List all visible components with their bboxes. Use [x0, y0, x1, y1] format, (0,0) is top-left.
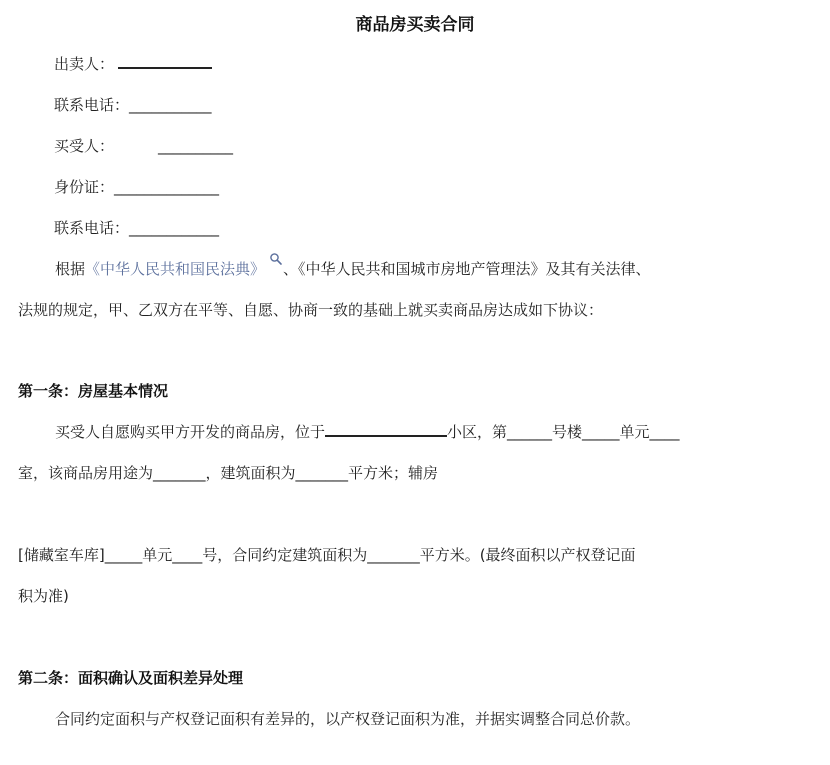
- buyer-phone-field: [54, 217, 219, 238]
- seller-label: 出卖人：: [54, 55, 115, 73]
- id-field: [54, 176, 219, 197]
- document-title: 商品房买卖合同: [355, 15, 475, 35]
- article-1-text-a: 买受人自愿购买甲方开发的商品房，位于: [55, 423, 326, 441]
- article-1-heading: 第一条：房屋基本情况: [18, 382, 169, 400]
- id-blank: ______________: [114, 178, 220, 196]
- buyer-phone-label: 联系电话：: [54, 219, 130, 237]
- buyer-blank: __________: [158, 137, 234, 155]
- seller-phone-label: 联系电话：: [54, 96, 130, 114]
- article-1-para-1-line-2: 室，该商品房用途为_______，建筑面积为_______平方米；辅房: [18, 464, 439, 482]
- preamble-prefix: 根据: [55, 260, 86, 278]
- preamble-rest: 、《中华人民共和国城市房地产管理法》及其有关法律、: [283, 260, 651, 278]
- community-blank-line: [325, 434, 447, 437]
- article-1-para-1-line-1: [55, 421, 680, 442]
- buyer-field: [54, 135, 233, 156]
- seller-phone-blank: ___________: [129, 96, 212, 114]
- preamble-line-1: [55, 258, 651, 279]
- article-1-text-b: 小区，第______号楼_____单元____: [447, 423, 680, 441]
- civil-code-link[interactable]: 《中华人民共和国民法典》: [85, 260, 266, 278]
- seller-phone-field: [54, 94, 212, 115]
- article-1-para-2-line-2: 积为准): [18, 587, 69, 605]
- article-2-para-1: 合同约定面积与产权登记面积有差异的，以产权登记面积为准，并据实调整合同总价款。: [55, 710, 641, 728]
- seller-field: [54, 53, 212, 74]
- article-1-para-2-line-1: [储藏室车库]_____单元____号，合同约定建筑面积为_______平方米。(最终面积以产权登记面: [18, 546, 636, 564]
- seller-blank-line: [118, 66, 212, 69]
- id-label: 身份证：: [54, 178, 115, 196]
- buyer-phone-blank: ____________: [129, 219, 220, 237]
- article-2-heading: 第二条：面积确认及面积差异处理: [18, 669, 244, 687]
- preamble-line-2: 法规的规定，甲、乙双方在平等、自愿、协商一致的基础上就买卖商品房达成如下协议：: [18, 301, 604, 319]
- magnifier-icon[interactable]: [269, 252, 283, 266]
- buyer-label: 买受人：: [54, 137, 115, 155]
